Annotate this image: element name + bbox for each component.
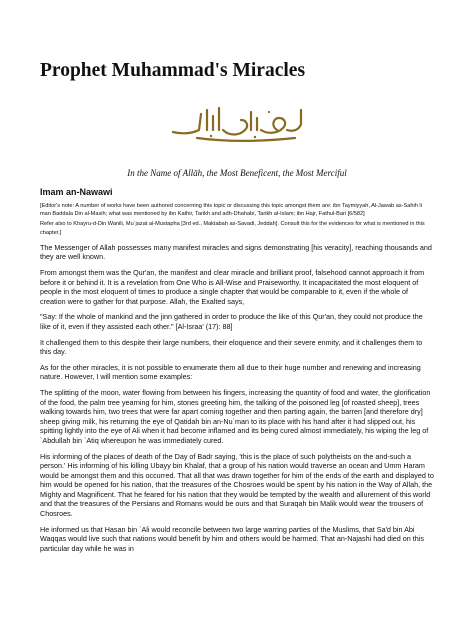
page-title: Prophet Muhammad's Miracles <box>40 60 306 81</box>
reference-note: Refer also to Khayru-d-Din Wanili, Mu`jazat al-Mustapha [3rd ed., Maktabah as-Savadi, Jeddah]. Consult this for the evidences for what is mentioned in this chapter.] <box>40 221 425 236</box>
paragraph: From amongst them was the Qur'an, the manifest and clear miracle and brilliant proof, falsehood cannot approach it from before it or behind it. It is a revelation from One Who is All-Wise and Praiseworthy. It incapacitated the most eloquent of people in the most eloquent of times to produce a single chapter that would be comparable to it, even if the whole of creation were to gather for that purpose. Allah, the Exalted says, <box>40 268 425 306</box>
arabic-calligraphy-basmala <box>167 100 307 144</box>
editor-note: [Editor's note: A number of works have been authored concerning this topic or discussing this topic amongst them are: ibn Taymiyyah, Al-Jawab as-Sahih li man Baddala Din al-Masih; what was mentioned by ibn Kathir, Tarikh and adh-Dhahabi, Tarikh al-Islam; ibn Hajr, Fathul-Bari [6/582] <box>40 203 422 218</box>
paragraph: His informing of the places of death of the Day of Badr saying, 'this is the place of such polytheists on the and-such a person.' His informing of his killing Ubayy bin Khalaf, that a group of his nation would traverse an ocean and Umm Haram would be amongst them and this occurred. That all that was drawn together for him of the ends of the earth and displayed to him would be opened for his nation, that the treasures of the Chosroes would be spent by his nation in the Way of Allah, the Mighty and Magnificent. That he feared for his nation that they would be tempted by the wealth and allurement of this world and that the treasures of the Persians and Romans would be ours and that Suraqah bin Malik would wear the trousers of Chosroes. <box>40 451 434 519</box>
quran-quote: "Say: If the whole of mankind and the jinn gathered in order to produce the like of this Qur'an, they could not produce the like of it, even if they assisted each other." [Al-Israa' (17): 88] <box>40 312 423 331</box>
author-name: Imam an-Nawawi <box>40 187 113 197</box>
paragraph: It challenged them to this despite their large numbers, their eloquence and their severe enmity, and it challenges them to this day. <box>40 337 423 357</box>
paragraph: He informed us that Hasan bin `Ali would reconcile between two large warring parties of the Muslims, that Sa'd bin Abi Waqqas would live such that nations would benefit by him and others would be harmed. That an-Najashi had died on this particular day while he was in <box>40 524 424 553</box>
basmala-translation: In the Name of Allāh, the Most Beneficent, the Most Merciful <box>127 168 347 178</box>
paragraph: The Messenger of Allah possesses many manifest miracles and signs demonstrating [his veracity], reaching thousands and they are well known. <box>40 242 432 262</box>
paragraph: The splitting of the moon, water flowing from between his fingers, increasing the quantity of food and water, the glorification of the food, the palm tree yearning for him, stones greeting him, the talking of the poisoned leg [of roasted sheep], trees walking towards him, two trees that were far apart coming together and then parting again, the barren [and therefore dry] sheep giving milk, his returning the eye of Qatidah bin an-Nu`man to its place with his hand after it had slipped out, his spitting lightly into the eye of Ali when it had become inflamed and its being cured almost immediately, his wiping the leg of `Abdullah bin `Atiq whereupon he was immediately cured. <box>40 387 431 445</box>
paragraph: As for the other miracles, it is not possible to enumerate them all due to their huge number and renewing and increasing nature. However, I will mention some examples: <box>40 362 421 382</box>
